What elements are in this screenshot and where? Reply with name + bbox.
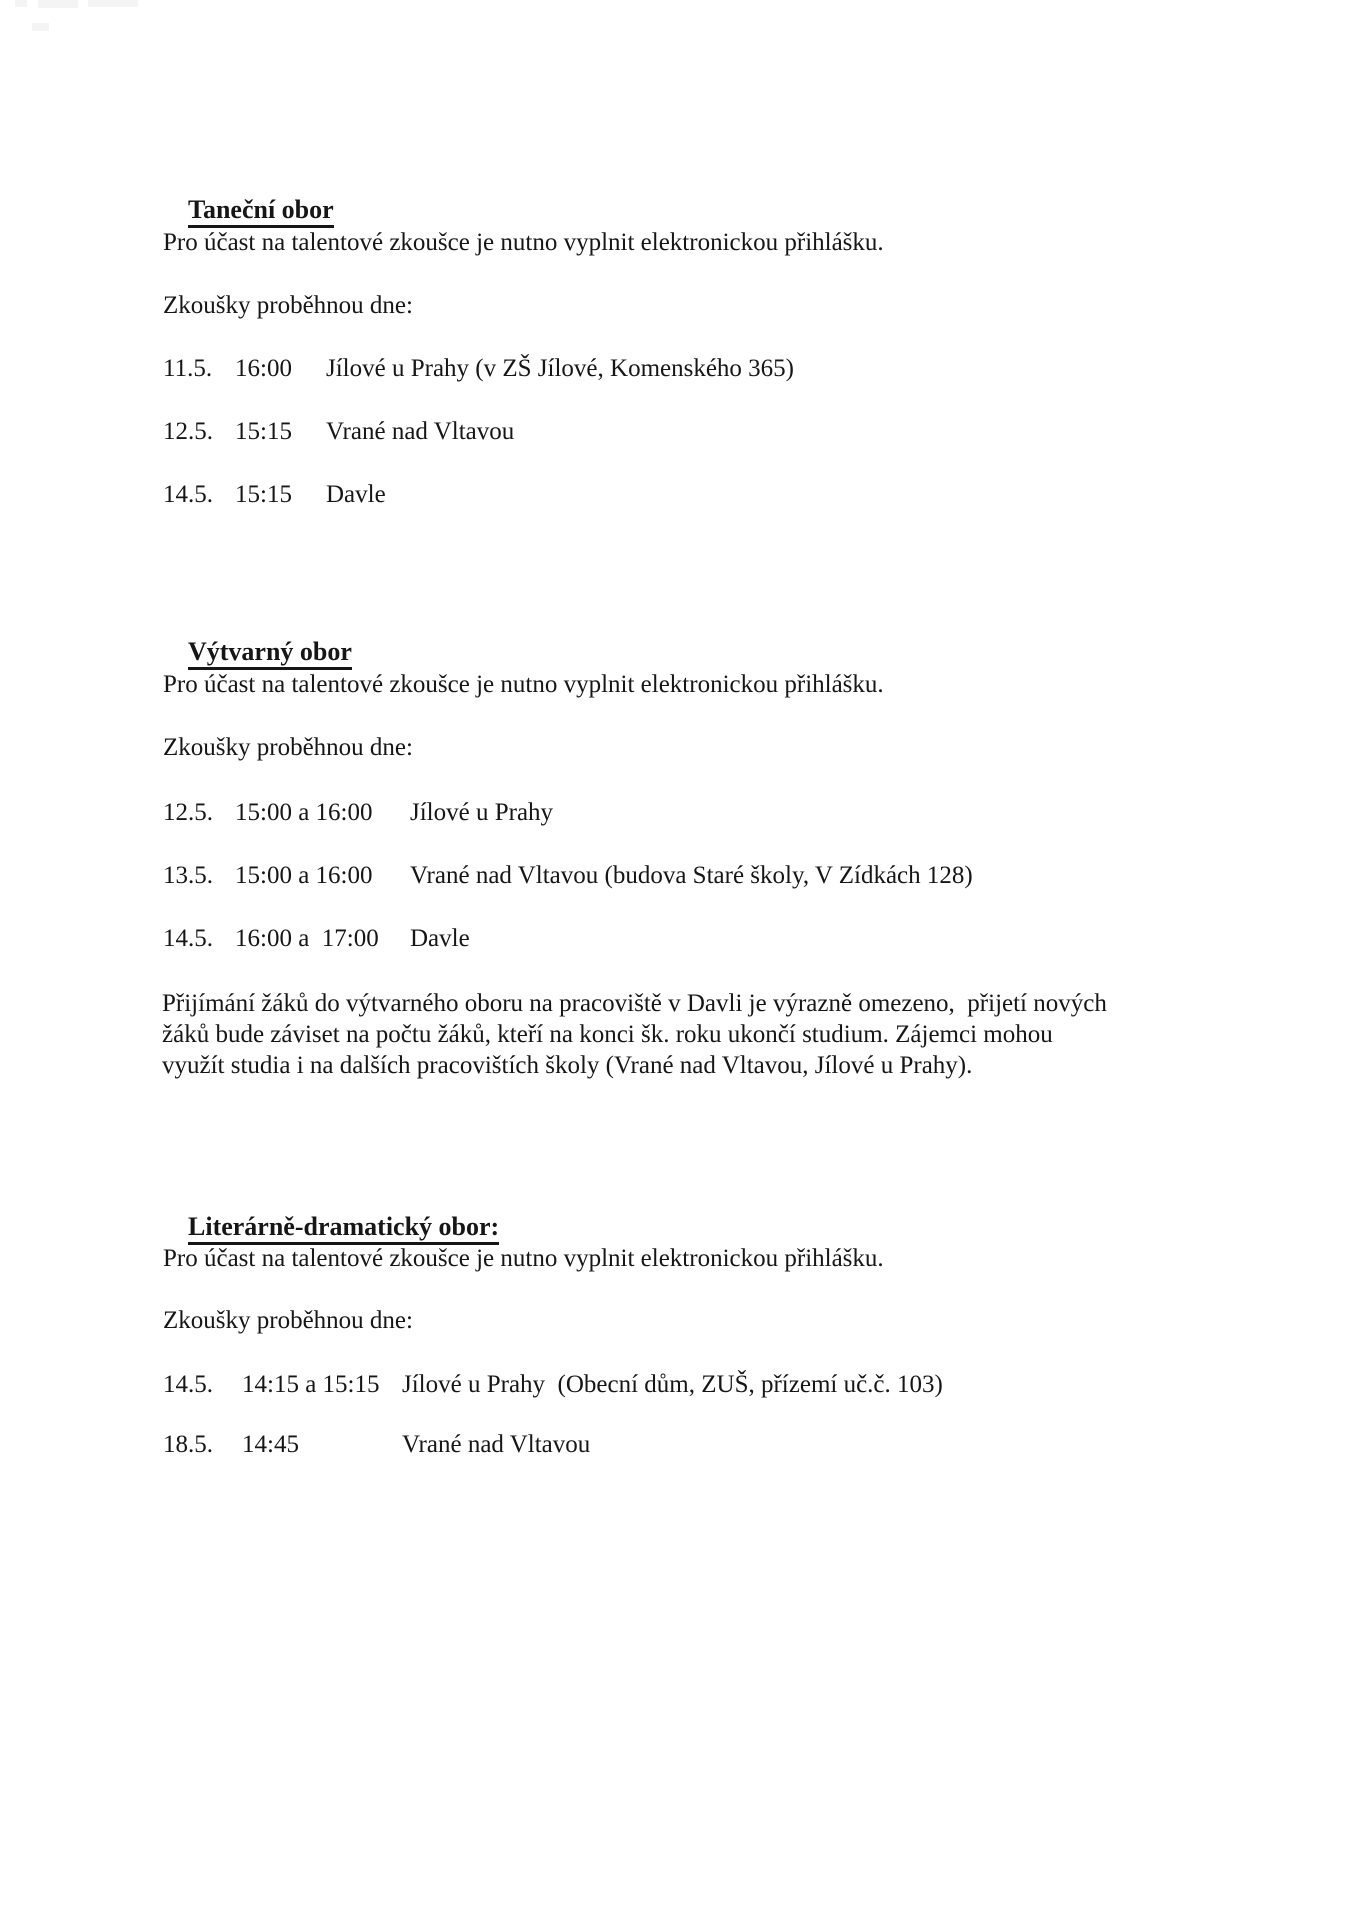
section-heading-text: Taneční obor xyxy=(188,195,334,228)
row-place: Davle xyxy=(326,481,386,508)
schedule-label: Zkoušky proběhnou dne: xyxy=(163,734,413,761)
scan-artifact xyxy=(88,0,138,7)
section-intro: Pro účast na talentové zkoušce je nutno vyplnit elektronickou přihlášku. xyxy=(163,671,884,698)
row-time: 14:45 xyxy=(242,1431,299,1458)
row-time: 14:15 a 15:15 xyxy=(242,1371,380,1398)
row-date: 12.5. xyxy=(163,799,213,826)
row-place: Jílové u Prahy (v ZŠ Jílové, Komenského 365) xyxy=(326,355,795,382)
section-heading-text: Literárně-dramatický obor: xyxy=(188,1212,499,1245)
row-date: 14.5. xyxy=(163,925,213,952)
row-place: Vrané nad Vltavou (budova Staré školy, V Zídkách 128) xyxy=(410,862,973,889)
section-intro: Pro účast na talentové zkoušce je nutno vyplnit elektronickou přihlášku. xyxy=(163,229,884,256)
note-line: využít studia i na dalších pracovištích školy (Vrané nad Vltavou, Jílové u Prahy). xyxy=(162,1052,973,1079)
row-place: Vrané nad Vltavou xyxy=(326,418,515,445)
row-time: 15:15 xyxy=(235,418,292,445)
row-time: 15:00 a 16:00 xyxy=(235,862,373,889)
row-place: Davle xyxy=(410,925,470,952)
row-date: 11.5. xyxy=(163,355,213,382)
row-date: 12.5. xyxy=(163,418,213,445)
note-line: Přijímání žáků do výtvarného oboru na pracoviště v Davli je výrazně omezeno, přijetí nových xyxy=(162,990,1107,1017)
section-intro: Pro účast na talentové zkoušce je nutno vyplnit elektronickou přihlášku. xyxy=(163,1245,884,1272)
row-date: 18.5. xyxy=(163,1431,213,1458)
row-time: 15:15 xyxy=(235,481,292,508)
scan-artifact xyxy=(15,0,27,7)
row-place: Jílové u Prahy xyxy=(410,799,554,826)
row-date: 14.5. xyxy=(163,481,213,508)
row-time: 16:00 a 17:00 xyxy=(235,925,379,952)
schedule-label: Zkoušky proběhnou dne: xyxy=(163,1307,413,1334)
row-date: 14.5. xyxy=(163,1371,213,1398)
row-date: 13.5. xyxy=(163,862,213,889)
scan-artifact xyxy=(38,0,78,8)
row-place: Vrané nad Vltavou xyxy=(402,1431,591,1458)
schedule-label: Zkoušky proběhnou dne: xyxy=(163,292,413,319)
row-time: 16:00 xyxy=(235,355,292,382)
scan-artifact xyxy=(32,23,49,31)
row-time: 15:00 a 16:00 xyxy=(235,799,373,826)
note-line: žáků bude záviset na počtu žáků, kteří na konci šk. roku ukončí studium. Zájemci mohou xyxy=(162,1021,1053,1048)
row-place: Jílové u Prahy (Obecní dům, ZUŠ, přízemí uč.č. 103) xyxy=(402,1371,943,1398)
section-heading-text: Výtvarný obor xyxy=(188,637,352,670)
